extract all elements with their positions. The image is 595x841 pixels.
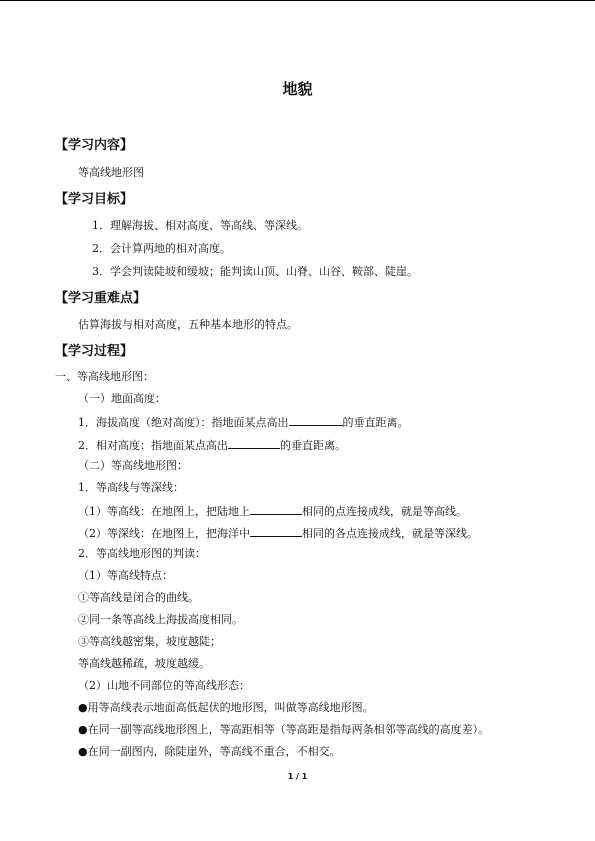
bullet-1: ●用等高线表示地面高低起伏的地形图，叫做等高线地形图。 bbox=[78, 701, 374, 714]
goal-item-3: 3．学会判读陡坡和缓坡；能判读山顶、山脊、山谷、鞍部、陡崖。 bbox=[92, 265, 418, 278]
depth-blank[interactable] bbox=[250, 525, 302, 537]
key-points-text: 估算海拔与相对高度，五种基本地形的特点。 bbox=[78, 318, 298, 331]
depth-definition bbox=[78, 525, 478, 541]
depth-text-end: 相同的各点连接成线，就是等深线。 bbox=[302, 527, 478, 540]
relative-height-definition bbox=[78, 437, 346, 453]
content-text: 等高线地形图 bbox=[78, 166, 144, 179]
page-number: 1 / 1 bbox=[287, 772, 308, 781]
contour-blank[interactable] bbox=[250, 503, 302, 515]
item-contour-and-depth: 1．等高线与等深线： bbox=[78, 481, 184, 494]
relative-height-blank[interactable] bbox=[228, 437, 280, 449]
section-heading-process: 【学习过程】 bbox=[55, 344, 134, 359]
contour-text-end: 相同的点连接成线，就是等高线。 bbox=[302, 505, 467, 518]
landform-shapes-heading: （2）山地不同部位的等高线形态： bbox=[78, 679, 250, 692]
feature-4: 等高线越稀疏，坡度越缓。 bbox=[78, 657, 210, 670]
section-heading-key-points: 【学习重难点】 bbox=[55, 291, 147, 306]
altitude-text-start: 1．海拔高度（绝对高度）：指地面某点高出 bbox=[78, 416, 289, 429]
subheading-ground-height: （一）地面高度： bbox=[78, 392, 166, 405]
contour-features-heading: （1）等高线特点： bbox=[78, 569, 173, 582]
feature-1: ①等高线是闭合的曲线。 bbox=[78, 591, 199, 604]
depth-text-start: （2）等深线：在地图上，把海洋中 bbox=[78, 527, 250, 540]
item-contour-reading: 2．等高线地形图的判读： bbox=[78, 547, 206, 560]
section-heading-content: 【学习内容】 bbox=[55, 138, 134, 153]
contour-text-start: （1）等高线：在地图上，把陆地上 bbox=[78, 505, 250, 518]
top-border-line bbox=[0, 0, 595, 1]
altitude-text-end: 的垂直距离。 bbox=[342, 416, 409, 429]
relative-height-text-start: 2．相对高度：指地面某点高出 bbox=[78, 439, 228, 452]
feature-3: ③等高线越密集，坡度越陡； bbox=[78, 635, 221, 648]
bullet-2: ●在同一副等高线地形图上，等高距相等（等高距是指每两条相邻等高线的高度差）。 bbox=[78, 723, 490, 736]
bullet-3: ●在同一副图内，除陡崖外，等高线不重合，不相交。 bbox=[78, 745, 341, 758]
goal-item-1: 1．理解海拔、相对高度、等高线、等深线。 bbox=[92, 219, 308, 232]
part-1-heading: 一、等高线地形图： bbox=[55, 370, 154, 383]
feature-2: ②同一条等高线上海拔高度相同。 bbox=[78, 613, 243, 626]
section-heading-goals: 【学习目标】 bbox=[55, 192, 134, 207]
page-title: 地貌 bbox=[282, 80, 313, 98]
goal-item-2: 2．会计算两地的相对高度。 bbox=[92, 242, 231, 255]
relative-height-text-end: 的垂直距离。 bbox=[280, 439, 346, 452]
subheading-contour-map: （二）等高线地形图： bbox=[78, 459, 188, 472]
contour-definition bbox=[78, 503, 467, 519]
altitude-definition bbox=[78, 414, 409, 430]
altitude-blank[interactable] bbox=[289, 414, 343, 426]
